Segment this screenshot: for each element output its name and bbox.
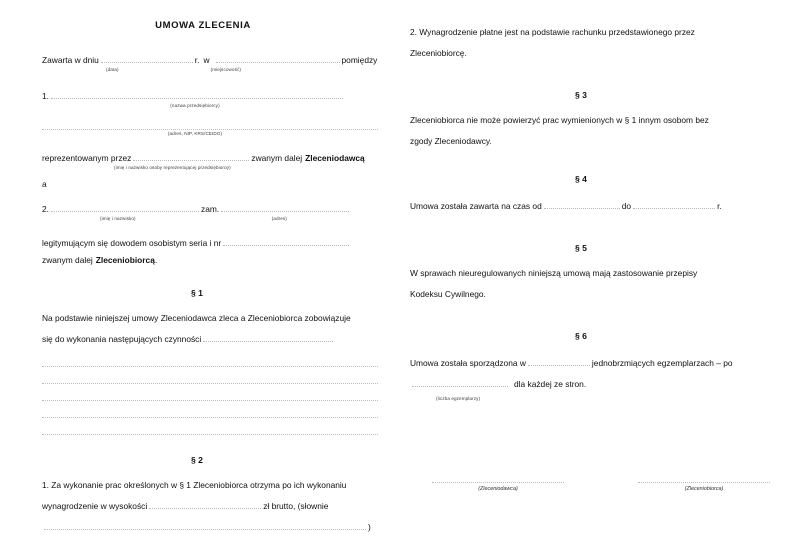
signature-zleceniodawca (432, 482, 564, 492)
section-mark-1: § 1 (191, 288, 203, 298)
id-document-field[interactable] (223, 236, 349, 246)
paragraph-4-date-from-field[interactable] (544, 199, 620, 209)
paragraph-3-line-2: zgody Zleceniodawcy. (410, 136, 492, 146)
party-two-number-label: 2. (42, 204, 49, 214)
paragraph-2-amount-row (42, 496, 378, 517)
section-mark-4: § 4 (575, 174, 587, 184)
party-two-role-row (42, 255, 378, 266)
paragraph-2-item-1-line-1: 1. Za wykonanie prac określonych w § 1 Zleceniobiorca otrzyma po ich wykonaniu (42, 480, 347, 490)
party-one-address-caption: (adres, NIP, KRS/CEIDG) (167, 131, 223, 136)
party-one-address-field[interactable] (42, 129, 378, 130)
intro-lead-label: Zawarta w dniu (42, 55, 99, 65)
paragraph-1-line-2-row (42, 329, 378, 350)
called-hereafter-label-two: zwanym dalej (42, 255, 93, 265)
signature-zleceniobiorca-label: (Zleceniobiorca) (684, 486, 724, 492)
party-two-address-field[interactable] (221, 202, 349, 212)
section-mark-5: § 5 (575, 243, 587, 253)
party-one-name-field[interactable] (51, 89, 343, 99)
date-field[interactable] (101, 53, 193, 63)
party-one-name-caption: (nazwa przedsiębiorcy) (170, 103, 220, 108)
signature-zleceniobiorca (638, 482, 770, 492)
paragraph-2-amount-field[interactable] (149, 499, 261, 509)
paragraph-6-per-party-field[interactable] (412, 377, 508, 387)
paragraph-4-prefix-label: Umowa została zawarta na czas od (410, 201, 542, 211)
paragraph-6-copies-field[interactable] (528, 356, 590, 366)
residing-label: zam. (201, 204, 220, 214)
paragraph-6-prefix-label: Umowa została sporządzona w (410, 358, 526, 368)
representative-field[interactable] (133, 151, 249, 161)
page-title: UMOWA ZLECENIA (155, 20, 251, 31)
paragraph-1-blank-line[interactable] (42, 417, 378, 418)
party-two-address-caption: (adres) (271, 216, 287, 221)
representative-row (42, 151, 378, 164)
paragraph-2-item-2-line-1: 2. Wynagrodzenie płatne jest na podstawie rachunku przedstawionego przez (410, 27, 695, 37)
place-preposition-label: w (203, 55, 210, 65)
paragraph-4-mid-label: do (621, 201, 632, 211)
role-zleceniobiorca-period: . (154, 255, 158, 265)
place-field[interactable] (216, 53, 340, 63)
paragraph-1-blank-line[interactable] (42, 383, 378, 384)
paragraph-1-line-1: Na podstawie niniejszej umowy Zleceniodawca zleca a Zleceniobiorca zobowiązuje (42, 313, 351, 323)
paragraph-1-activity-field[interactable] (203, 332, 333, 342)
party-one-name-row (42, 89, 378, 102)
signature-block (410, 482, 778, 492)
left-column (0, 0, 400, 532)
contract-date-captions (42, 66, 378, 73)
paragraph-6-suffix-label: jednobrzmiących egzemplarzach – po (591, 358, 733, 368)
paragraph-1-blank-line[interactable] (42, 434, 378, 435)
paragraph-2-amount-words-row (42, 517, 378, 538)
called-hereafter-label-one: zwanym dalej (251, 153, 303, 163)
paragraph-4-date-to-field[interactable] (633, 199, 715, 209)
paragraph-2-amount-words-field[interactable] (44, 520, 366, 530)
party-two-name-field[interactable] (51, 202, 199, 212)
paragraph-4-duration-row (410, 196, 778, 217)
contract-date-row (42, 53, 378, 66)
signature-zleceniobiorca-field[interactable] (638, 482, 770, 483)
signature-zleceniodawca-label: (Zleceniodawca) (478, 486, 518, 492)
paragraph-6-per-party-label: dla każdej ze stron. (514, 379, 587, 389)
party-two-name-row (42, 202, 378, 215)
role-zleceniodawca-label (302, 153, 365, 164)
paragraph-3-line-1: Zleceniobiorca nie może powierzyć prac wymienionych w § 1 innym osobom bez (410, 115, 709, 125)
signature-zleceniodawca-field[interactable] (432, 482, 564, 483)
date-field-caption: (data) (106, 67, 119, 72)
paragraph-2-item-2-line-2: Zleceniobiorcę. (410, 48, 467, 58)
section-mark-2: § 2 (191, 455, 203, 465)
paragraph-4-suffix-label: r. (717, 201, 722, 211)
paragraph-5-line-2: Kodeksu Cywilnego. (410, 289, 486, 299)
paragraph-5-line-1: W sprawach nieuregulowanych niniejszą umową mają zastosowanie przepisy (410, 268, 698, 278)
paragraph-6-copies-caption: (liczba egzemplarzy) (436, 396, 481, 401)
paragraph-2-amount-label: wynagrodzenie w wysokości (42, 501, 148, 511)
place-field-caption: (miejscowość) (210, 67, 242, 72)
role-zleceniobiorca-label (93, 255, 158, 266)
section-mark-6: § 6 (575, 331, 587, 341)
representative-field-caption: (imię i nazwisko osoby reprezentującej przedsiębiorcę) (114, 165, 231, 170)
section-mark-3: § 3 (575, 90, 587, 100)
role-zleceniodawca-text: Zleceniodawcą (305, 153, 365, 163)
year-abbrev-label: r. (194, 55, 200, 65)
paragraph-2-gross-label: zł brutto, (słownie (263, 501, 329, 511)
paragraph-6-copies-row (410, 353, 778, 374)
represented-by-label: reprezentowanym przez (42, 153, 132, 163)
between-label: pomiędzy (341, 55, 378, 65)
role-zleceniobiorca-text: Zleceniobiorcą (95, 255, 155, 265)
id-document-row (42, 236, 378, 249)
id-document-label: legitymującym się dowodem osobistym seria i nr (42, 238, 222, 248)
paragraph-1-line-2: się do wykonania następujących czynności (42, 334, 202, 344)
party-two-captions (42, 215, 378, 222)
paragraph-1-blank-line[interactable] (42, 366, 378, 367)
conjunction-label: a (42, 179, 47, 189)
right-column (400, 0, 800, 492)
paragraph-2-close-paren: ) (368, 522, 371, 532)
paragraph-1-blank-line[interactable] (42, 400, 378, 401)
party-one-number-label: 1. (42, 91, 49, 101)
paragraph-6-per-party-row (410, 374, 778, 395)
party-two-name-caption: (imię i nazwisko) (100, 216, 136, 221)
